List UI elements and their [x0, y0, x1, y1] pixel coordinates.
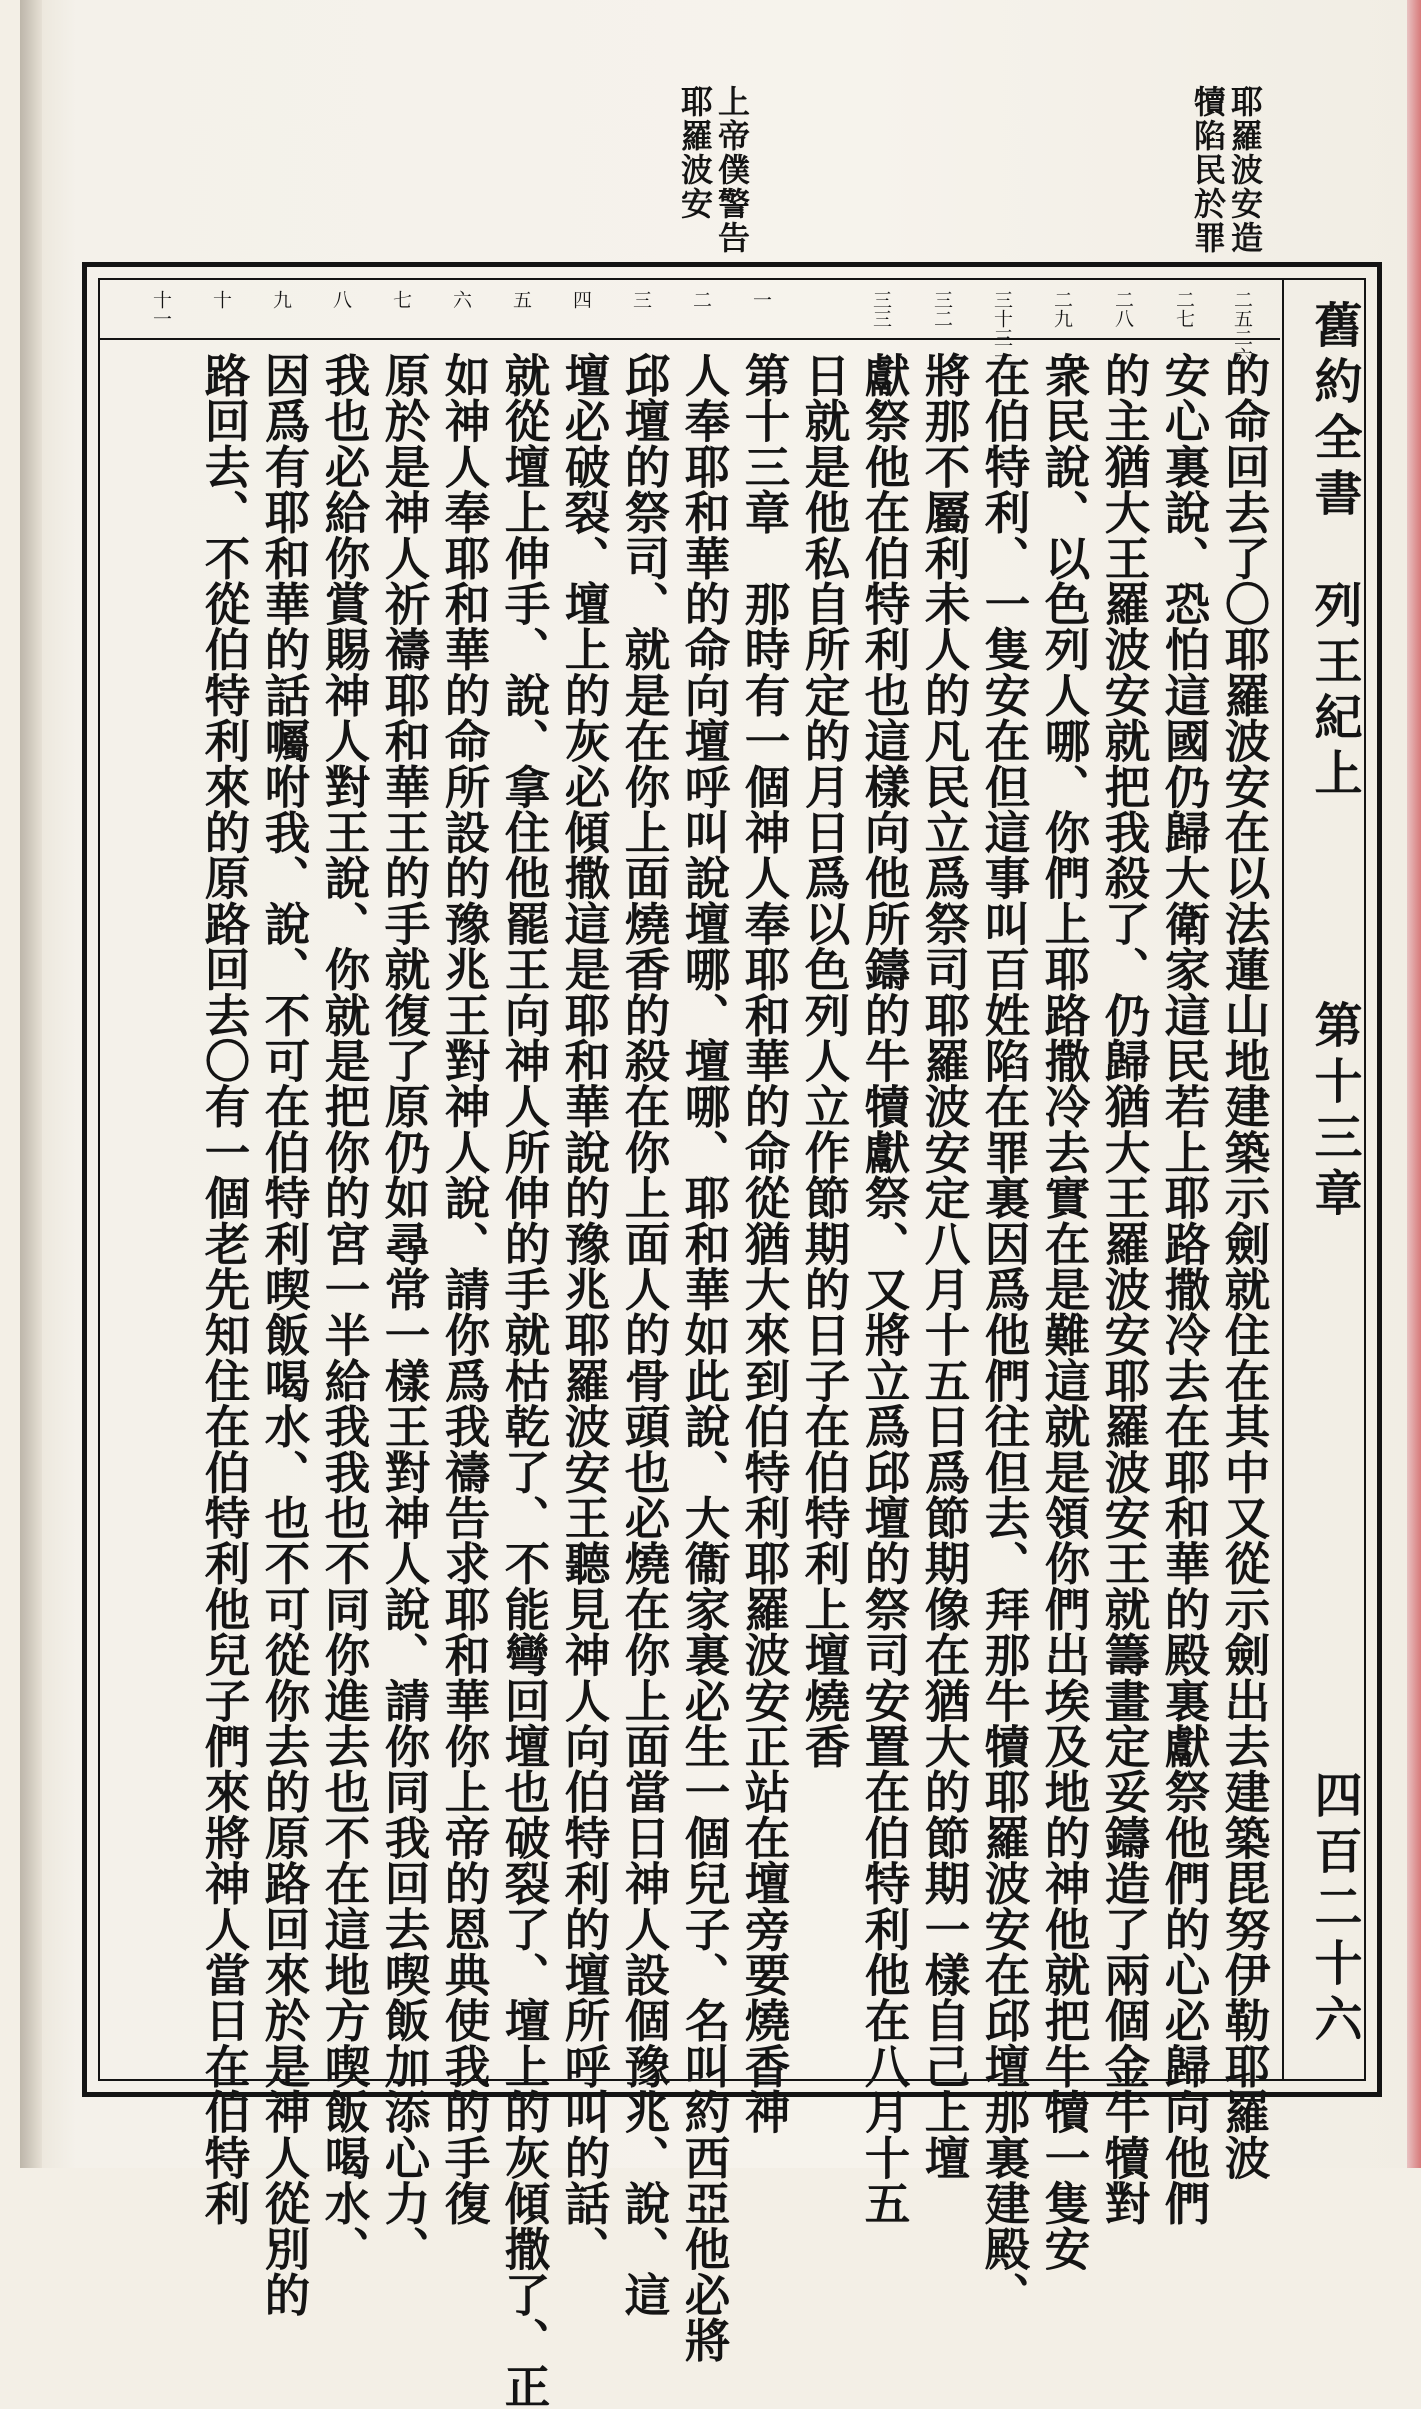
margin-note: 犢陷民於罪 — [1189, 85, 1227, 255]
text-column: 因爲有耶和華的話囑咐我、說、不可在伯特利喫飯喝水、也不可從你去的原路回來於是神人從別的 — [258, 352, 312, 2318]
text-column: 的命回去了〇耶羅波安在以法蓮山地建築示劍就住在其中又從示劍出去建築毘努伊勒耶羅波 — [1218, 352, 1272, 2180]
bible-page — [20, 0, 1421, 2409]
text-column: 人奉耶和華的命向壇呼叫說壇哪、壇哪、耶和華如此說、大衞家裏必生一個兒子、名叫約西亞他必將 — [678, 352, 732, 2363]
chapter-heading: 第十三章 — [1306, 1000, 1362, 1224]
text-column: 衆民說、以色列人哪、你們上耶路撒冷去實在是難這就是領你們出埃及地的神他就把牛犢一隻安 — [1038, 352, 1092, 2272]
text-column: 原於是神人祈禱耶和華王的手就復了原仍如尋常一樣王對神人說、請你同我回去喫飯加添心力、 — [378, 352, 432, 2272]
text-column: 安心裏說、恐怕這國仍歸大衛家這民若上耶路撒冷去在耶和華的殿裏獻祭他們的心必歸向他們 — [1158, 352, 1212, 2226]
text-column: 的主猶大王羅波安就把我殺了、仍歸猶大王羅波安耶羅波安王就籌畫定妥鑄造了兩個金牛犢對 — [1098, 352, 1152, 2226]
verse-number: 三十三一 — [991, 290, 1013, 366]
verse-number: 二七 — [1173, 290, 1195, 328]
text-column: 如神人奉耶和華的命所設的豫兆王對神人說、請你爲我禱告求耶和華你上帝的恩典使我的手復 — [438, 352, 492, 2226]
text-column: 壇必破裂、壇上的灰必傾撒這是耶和華說的豫兆耶羅波安王聽見神人向伯特利的壇所呼叫的話、 — [558, 352, 612, 2272]
verse-number: 六 — [450, 290, 472, 309]
text-column: 在伯特利、一隻安在但這事叫百姓陷在罪裏因爲他們往但去、拜那牛犢耶羅波安在邱壇那裏建殿、 — [978, 352, 1032, 2318]
verse-number: 三二 — [931, 290, 953, 328]
verse-number: 二九 — [1051, 290, 1073, 328]
text-column: 我也必給你賞賜神人對王說、你就是把你的宮一半給我我也不同你進去也不在這地方喫飯喝水、 — [318, 352, 372, 2272]
verse-number: 二 — [690, 290, 712, 309]
verse-number: 二八 — [1112, 290, 1134, 328]
verse-number: 四 — [570, 290, 592, 309]
page-number: 四百二十六 — [1306, 1770, 1362, 2050]
margin-note: 耶羅波安造 — [1226, 85, 1264, 255]
verse-number: 二五二六 — [1231, 290, 1253, 366]
verse-number: 九 — [270, 290, 292, 309]
verse-number: 七 — [390, 290, 412, 309]
book-gutter — [20, 0, 42, 2168]
text-column: 獻祭他在伯特利也這樣向他所鑄的牛犢獻祭、又將立爲邱壇的祭司安置在伯特利他在八月十五 — [858, 352, 912, 2226]
verse-number: 十一 — [150, 290, 172, 328]
chapter-start-column: 第十三章 那時有一個神人奉耶和華的命從猶大來到伯特利耶羅波安正站在壇旁要燒香神 — [738, 352, 792, 2135]
margin-note: 上帝僕警告 — [713, 85, 751, 255]
verse-number: 八 — [330, 290, 352, 309]
verse-number: 一 — [750, 290, 772, 309]
verse-number: 十 — [210, 290, 232, 309]
page-edge — [1407, 0, 1421, 2168]
margin-note: 耶羅波安 — [676, 85, 714, 221]
verse-number: 三三 — [870, 290, 892, 328]
book-title: 舊約全書 列王紀上 — [1306, 300, 1362, 804]
verse-number: 五 — [510, 290, 532, 309]
text-column: 路回去、不從伯特利來的原路回去〇有一個老先知住在伯特利他兒子們來將神人當日在伯特利 — [198, 352, 252, 2226]
text-column: 日就是他私自所定的月日爲以色列人立作節期的日子在伯特利上壇燒香 — [798, 352, 852, 1769]
text-column: 將那不屬利未人的凡民立爲祭司耶羅波安定八月十五日爲節期像在猶大的節期一樣自己上壇 — [918, 352, 972, 2180]
text-column: 邱壇的祭司、就是在你上面燒香的殺在你上面人的骨頭也必燒在你上面當日神人設個豫兆、說、這 — [618, 352, 672, 2318]
verse-number-row — [100, 280, 1280, 340]
text-column: 就從壇上伸手、說、拿住他罷王向神人所伸的手就枯乾了、不能彎回壇也破裂了、壇上的灰傾撒了、正 — [498, 352, 552, 2409]
verse-number: 三 — [630, 290, 652, 309]
